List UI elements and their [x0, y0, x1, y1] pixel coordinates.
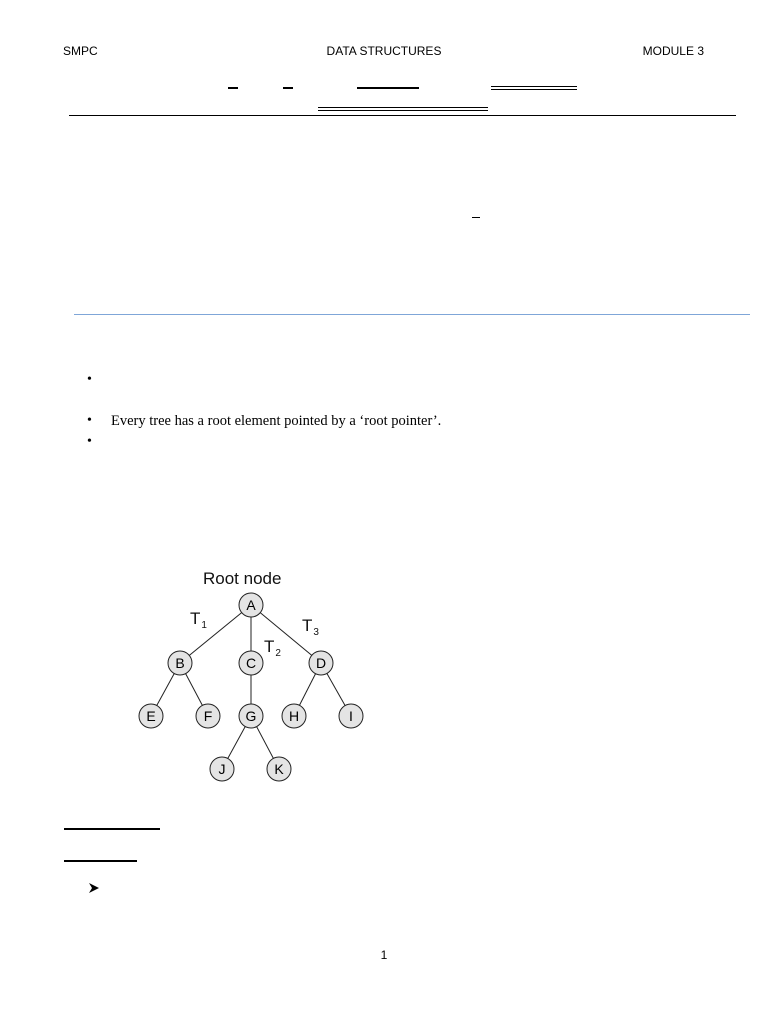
title-double-underline-mark [491, 89, 577, 90]
tree-diagram [130, 562, 390, 792]
tree-node-g [239, 704, 263, 728]
tree-node-a [239, 593, 263, 617]
svg-text:D: D [315, 655, 327, 671]
subtree-label-t2: $T_2$ [264, 637, 281, 659]
section-heading-underline [64, 860, 137, 862]
title-double-underline-mark [491, 86, 577, 87]
title-underline-mark [283, 87, 293, 89]
svg-text:B: B [175, 655, 185, 671]
bullet-text: Every tree has a root element pointed by a ‘root pointer’. [111, 413, 442, 429]
page-number: 1 [380, 948, 388, 962]
svg-text:E: E [146, 708, 156, 724]
tree-node-k [267, 757, 291, 781]
svg-text:H: H [288, 708, 300, 724]
header-title: DATA STRUCTURES [326, 44, 442, 58]
underscore-mark [472, 217, 480, 218]
tree-node-f [196, 704, 220, 728]
svg-text:A: A [246, 597, 256, 613]
section-heading-underline [64, 828, 160, 830]
svg-text:K: K [274, 761, 284, 777]
header-left-text: SMPC [63, 44, 98, 58]
tree-node-d [309, 651, 333, 675]
subtree-label-t1: $T_1$ [190, 609, 207, 631]
round-bullet-icon: • [87, 434, 92, 449]
svg-text:C: C [245, 655, 257, 671]
title-double-underline-mark [318, 110, 488, 111]
svg-text:G: G [245, 708, 257, 724]
arrowhead-bullet-icon [88, 882, 100, 894]
title-underline-mark [357, 87, 419, 89]
tree-node-j [210, 757, 234, 781]
header-divider [69, 115, 736, 116]
round-bullet-icon: • [87, 413, 92, 428]
subtree-label-t3: $T_3$ [302, 616, 319, 638]
tree-node-b [168, 651, 192, 675]
tree-node-i [339, 704, 363, 728]
round-bullet-icon: • [87, 372, 92, 387]
svg-text:I: I [349, 708, 353, 724]
tree-node-e [139, 704, 163, 728]
tree-node-h [282, 704, 306, 728]
svg-text:F: F [203, 708, 213, 724]
section-divider [74, 314, 750, 315]
title-double-underline-mark [318, 107, 488, 108]
tree-edges [151, 605, 351, 769]
header-right-text: MODULE 3 [642, 44, 704, 58]
figure-title: Root node [203, 569, 282, 588]
tree-node-c [239, 651, 263, 675]
title-underline-mark [228, 87, 238, 89]
svg-text:J: J [218, 761, 226, 777]
